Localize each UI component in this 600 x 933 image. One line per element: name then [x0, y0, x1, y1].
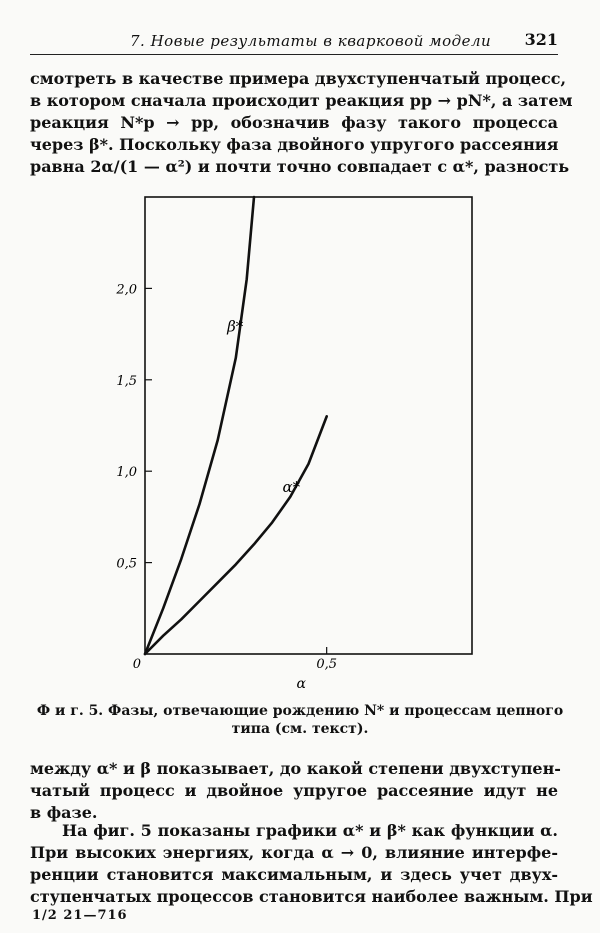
series-line — [145, 197, 254, 654]
text-line: При высоких энергиях, когда α → 0, влияние интерфе- — [30, 843, 558, 862]
text-line: чатый процесс и двойное упругое рассеяние идут не — [30, 781, 558, 800]
text-line: в фазе. — [30, 803, 98, 822]
text-line: смотреть в качестве примера двухступенчатый процесс, — [30, 69, 567, 88]
y-tick-label: 0,5 — [116, 556, 137, 572]
text-line: ренции становится максимальным, и здесь учет двух- — [30, 865, 558, 884]
text-line: реакция N*p → pp, обозначив фазу такого процесса — [30, 113, 558, 132]
text-line: На фиг. 5 показаны графики α* и β* как функции α. — [62, 821, 558, 840]
paragraph-3 — [30, 820, 593, 908]
paragraph-2 — [30, 758, 561, 824]
x-tick-label: 0,5 — [316, 657, 338, 672]
y-tick-label: 1,5 — [116, 373, 137, 389]
plot-frame — [145, 197, 472, 654]
text-line: между α* и β показывает, до какой степени двухступен- — [30, 759, 561, 778]
running-header — [30, 30, 558, 55]
series-line — [145, 416, 327, 654]
caption-line: типа (см. текст). — [231, 721, 369, 737]
y-tick-label: 2,0 — [116, 282, 137, 298]
text-line: ступенчатых процессов становится наиболее важным. При — [30, 887, 593, 906]
caption-line: Ф и г. 5. Фазы, отвечающие рождению N* и процессам цепного — [36, 703, 564, 719]
series-label-alpha: α* — [282, 477, 301, 496]
text-line: равна 2α/(1 — α²) и почти точно совпадает с α*, разность — [30, 157, 570, 176]
text-line: через β*. Поскольку фаза двойного упругого рассеяния — [30, 135, 559, 154]
signature-mark: 1/2 21—716 — [32, 908, 128, 923]
figure-caption — [30, 702, 570, 738]
paragraph-1 — [30, 68, 573, 178]
page-number: 321 — [524, 30, 558, 49]
series-label-beta: β* — [227, 317, 244, 336]
running-title: 7. Новые результаты в кварковой модели — [130, 32, 492, 50]
text-line: в котором сначала происходит реакция pp → pN*, а затем — [30, 91, 573, 110]
y-tick-label: 0 — [132, 657, 141, 672]
y-tick-label: 1,0 — [116, 465, 137, 481]
x-axis-label: α — [296, 676, 306, 692]
